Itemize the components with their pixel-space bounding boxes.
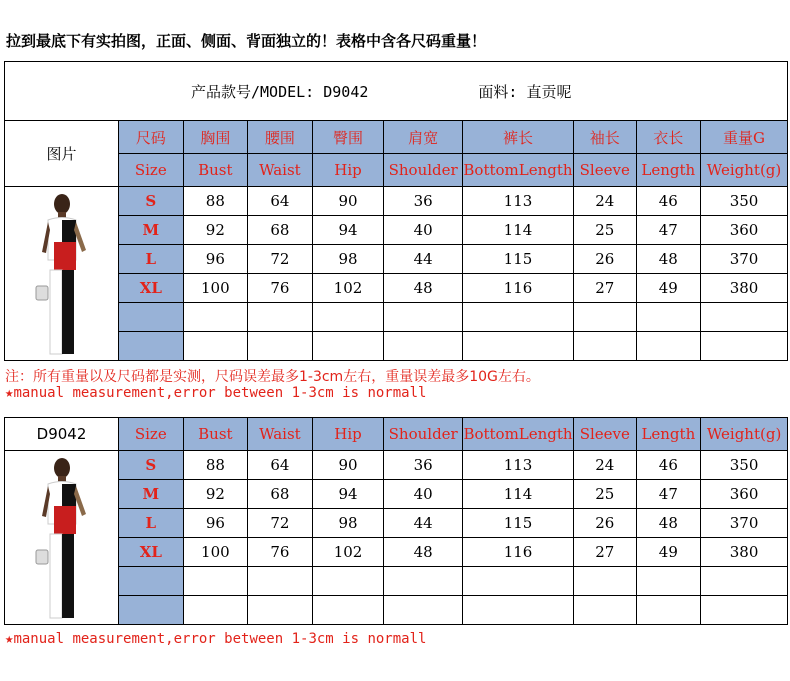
size-chart-table-2 <box>4 417 788 625</box>
cell: 94 <box>312 480 384 509</box>
product-code: D9042 <box>5 418 119 451</box>
cell: 24 <box>574 451 637 480</box>
empty-cell <box>636 332 701 361</box>
cell: 350 <box>701 451 788 480</box>
top-note: 拉到最底下有实拍图，正面、侧面、背面独立的！表格中含各尺码重量！ <box>6 32 487 50</box>
cell: 98 <box>312 509 384 538</box>
cell: 49 <box>636 274 701 303</box>
cell: 88 <box>183 187 248 216</box>
cell: 49 <box>636 538 701 567</box>
empty-row <box>5 567 788 596</box>
measurement-note-en-2 <box>5 631 426 647</box>
empty-row <box>5 332 788 361</box>
header-cn: 臀围 <box>312 121 384 154</box>
empty-cell <box>248 332 313 361</box>
header-cn: 腰围 <box>248 121 313 154</box>
empty-row <box>5 303 788 332</box>
empty-cell <box>183 567 248 596</box>
cell: 40 <box>384 480 463 509</box>
cell: 114 <box>463 216 574 245</box>
model-figure-image <box>32 454 92 622</box>
header-en: Hip <box>312 154 384 187</box>
cell: 380 <box>701 274 788 303</box>
cell: 370 <box>701 509 788 538</box>
empty-size-cell <box>119 303 184 332</box>
star-icon: ★ <box>5 631 14 647</box>
cell: 64 <box>248 187 313 216</box>
header-cn: 尺码 <box>119 121 184 154</box>
cell: 46 <box>636 451 701 480</box>
empty-cell <box>183 303 248 332</box>
header-en: Shoulder <box>384 154 463 187</box>
size-cell: XL <box>119 274 184 303</box>
cell: 90 <box>312 187 384 216</box>
cell: 360 <box>701 480 788 509</box>
header-cn: 裤长 <box>463 121 574 154</box>
size-cell: S <box>119 451 184 480</box>
cell: 46 <box>636 187 701 216</box>
empty-cell <box>701 332 788 361</box>
cell: 48 <box>636 245 701 274</box>
empty-cell <box>384 567 463 596</box>
cell: 380 <box>701 538 788 567</box>
cell: 47 <box>636 480 701 509</box>
cell: 44 <box>384 509 463 538</box>
header-en: Sleeve <box>573 154 636 187</box>
header-cn: 胸围 <box>183 121 248 154</box>
cell: 116 <box>463 538 574 567</box>
empty-cell <box>574 596 637 625</box>
header-cn: 袖长 <box>573 121 636 154</box>
table-row <box>5 451 788 480</box>
table-row <box>5 480 788 509</box>
table-row <box>5 538 788 567</box>
cell: 114 <box>463 480 574 509</box>
table-row <box>5 216 788 245</box>
picture-label: 图片 <box>5 121 119 187</box>
cell: 76 <box>248 538 313 567</box>
cell: 370 <box>701 245 788 274</box>
header-en: Bust <box>183 418 248 451</box>
cell: 72 <box>248 245 313 274</box>
empty-cell <box>463 332 574 361</box>
cell: 64 <box>248 451 313 480</box>
empty-cell <box>248 596 313 625</box>
measurement-note-en <box>5 385 426 401</box>
cell: 350 <box>701 187 788 216</box>
empty-size-cell <box>119 567 184 596</box>
empty-cell <box>463 567 574 596</box>
header-en: Weight(g) <box>701 418 788 451</box>
cell: 48 <box>636 509 701 538</box>
empty-cell <box>573 303 636 332</box>
cell: 96 <box>183 509 248 538</box>
empty-cell <box>701 303 788 332</box>
cell: 116 <box>463 274 574 303</box>
cell: 25 <box>573 216 636 245</box>
cell: 102 <box>312 538 384 567</box>
cell: 360 <box>701 216 788 245</box>
header-en: Sleeve <box>574 418 637 451</box>
header-en: Shoulder <box>384 418 463 451</box>
size-cell: L <box>119 245 184 274</box>
empty-cell <box>636 303 701 332</box>
cell: 40 <box>384 216 463 245</box>
cell: 102 <box>312 274 384 303</box>
cell: 48 <box>384 538 463 567</box>
cell: 72 <box>248 509 313 538</box>
header-en: Waist <box>248 154 313 187</box>
cell: 68 <box>248 480 313 509</box>
cell: 94 <box>312 216 384 245</box>
cell: 36 <box>384 187 463 216</box>
cell: 98 <box>312 245 384 274</box>
cell: 100 <box>183 538 248 567</box>
cell: 76 <box>248 274 313 303</box>
empty-cell <box>183 332 248 361</box>
note-text: manual measurement,error between 1-3cm is normall <box>13 631 427 647</box>
empty-cell <box>248 567 313 596</box>
empty-cell <box>701 567 788 596</box>
size-cell: M <box>119 216 184 245</box>
size-cell: L <box>119 509 184 538</box>
cell: 27 <box>574 538 637 567</box>
empty-cell <box>312 303 384 332</box>
empty-cell <box>573 332 636 361</box>
model-label: 产品款号/MODEL: D9042 <box>191 82 369 101</box>
empty-cell <box>312 332 384 361</box>
empty-cell <box>701 596 788 625</box>
cell: 90 <box>312 451 384 480</box>
empty-cell <box>312 596 384 625</box>
cell: 47 <box>636 216 701 245</box>
product-photo <box>5 451 119 625</box>
empty-size-cell <box>119 596 184 625</box>
cell: 44 <box>384 245 463 274</box>
cell: 100 <box>183 274 248 303</box>
empty-cell <box>636 567 701 596</box>
header-en: Size <box>119 418 184 451</box>
empty-cell <box>574 567 637 596</box>
empty-cell <box>636 596 701 625</box>
empty-cell <box>183 596 248 625</box>
table-row <box>5 274 788 303</box>
cell: 24 <box>573 187 636 216</box>
cell: 92 <box>183 480 248 509</box>
cell: 113 <box>463 187 574 216</box>
measurement-note-cn: 注：所有重量以及尺码都是实测，尺码误差最多1-3cm左右，重量误差最多10G左右。 <box>5 369 540 385</box>
empty-cell <box>384 303 463 332</box>
header-cn: 衣长 <box>636 121 701 154</box>
cell: 96 <box>183 245 248 274</box>
cell: 26 <box>574 509 637 538</box>
empty-cell <box>384 332 463 361</box>
header-en: BottomLength <box>463 418 574 451</box>
cell: 68 <box>248 216 313 245</box>
cell: 27 <box>573 274 636 303</box>
header-en: Size <box>119 154 184 187</box>
header-cn: 重量G <box>701 121 788 154</box>
header-en: Waist <box>248 418 313 451</box>
header-en: Length <box>636 418 701 451</box>
header-en: Length <box>636 154 701 187</box>
header-en: BottomLength <box>463 154 574 187</box>
header-en: Bust <box>183 154 248 187</box>
cell: 48 <box>384 274 463 303</box>
empty-size-cell <box>119 332 184 361</box>
cell: 113 <box>463 451 574 480</box>
table-row <box>5 509 788 538</box>
note-text: manual measurement,error between 1-3cm is normall <box>13 385 427 401</box>
size-cell: M <box>119 480 184 509</box>
cell: 25 <box>574 480 637 509</box>
header-en: Hip <box>312 418 384 451</box>
size-cell: S <box>119 187 184 216</box>
cell: 36 <box>384 451 463 480</box>
size-chart-table <box>4 61 788 361</box>
cell: 115 <box>463 509 574 538</box>
size-cell: XL <box>119 538 184 567</box>
model-figure-image <box>32 190 92 358</box>
table-row <box>5 245 788 274</box>
product-photo <box>5 187 119 361</box>
cell: 88 <box>183 451 248 480</box>
header-en: Weight(g) <box>701 154 788 187</box>
cell: 92 <box>183 216 248 245</box>
empty-cell <box>384 596 463 625</box>
model-info-row <box>5 62 788 121</box>
empty-cell <box>312 567 384 596</box>
header-cn: 肩宽 <box>384 121 463 154</box>
table-row <box>5 187 788 216</box>
empty-cell <box>248 303 313 332</box>
empty-cell <box>463 303 574 332</box>
cell: 26 <box>573 245 636 274</box>
cell: 115 <box>463 245 574 274</box>
fabric-label: 面料: 直贡呢 <box>478 82 572 101</box>
empty-row <box>5 596 788 625</box>
empty-cell <box>463 596 574 625</box>
star-icon: ★ <box>5 385 14 401</box>
